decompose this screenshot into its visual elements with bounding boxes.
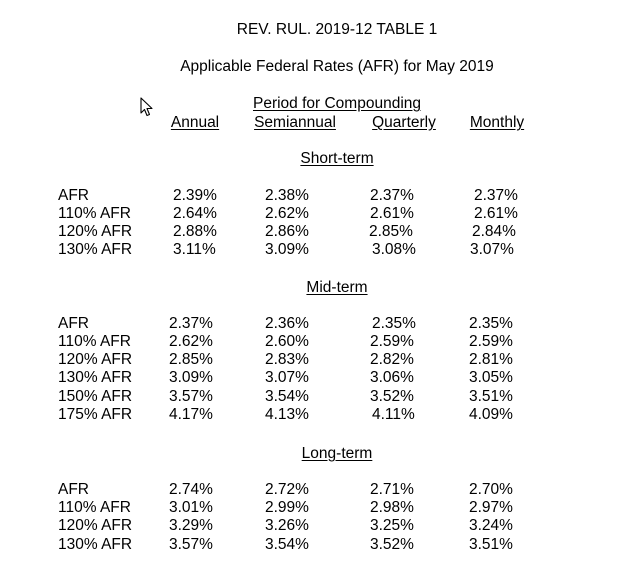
row-label: 130% AFR xyxy=(58,369,133,386)
rate-monthly: 4.09% xyxy=(469,406,513,423)
rate-monthly: 3.24% xyxy=(469,517,513,534)
row-label: 130% AFR xyxy=(58,536,133,553)
rate-monthly: 2.61% xyxy=(474,205,518,222)
rate-quarterly: 3.08% xyxy=(372,241,416,258)
table-row xyxy=(0,351,636,369)
row-label: 120% AFR xyxy=(58,351,133,368)
row-label: 120% AFR xyxy=(58,517,133,534)
table-row xyxy=(0,333,636,351)
table-row xyxy=(0,406,636,424)
rate-quarterly: 2.98% xyxy=(370,499,414,516)
rate-annual: 2.37% xyxy=(169,315,213,332)
rate-semiannual: 2.60% xyxy=(265,333,309,350)
rate-monthly: 3.05% xyxy=(469,369,513,386)
column-header-semiannual: Semiannual xyxy=(254,114,336,131)
rate-quarterly: 2.61% xyxy=(370,205,414,222)
rate-annual: 3.57% xyxy=(169,388,213,405)
rate-monthly: 3.51% xyxy=(469,536,513,553)
rate-monthly: 2.37% xyxy=(474,187,518,204)
section-heading-long-term: Long-term xyxy=(301,445,373,462)
rate-monthly: 2.97% xyxy=(469,499,513,516)
row-label: AFR xyxy=(58,481,89,498)
rate-annual: 3.57% xyxy=(169,536,213,553)
rate-quarterly: 2.37% xyxy=(370,187,414,204)
row-label: AFR xyxy=(58,187,89,204)
table-row xyxy=(0,315,636,333)
rate-quarterly: 3.52% xyxy=(370,536,414,553)
column-header-annual: Annual xyxy=(170,114,220,131)
table-row xyxy=(0,187,636,205)
table-row xyxy=(0,205,636,223)
rate-annual: 2.64% xyxy=(173,205,217,222)
row-label: 110% AFR xyxy=(58,499,131,516)
table-row xyxy=(0,223,636,241)
row-label: 110% AFR xyxy=(58,333,131,350)
rate-quarterly: 2.35% xyxy=(372,315,416,332)
rate-annual: 2.39% xyxy=(173,187,217,204)
row-label: 175% AFR xyxy=(58,406,133,423)
rate-monthly: 2.35% xyxy=(469,315,513,332)
table-row xyxy=(0,481,636,499)
rate-quarterly: 4.11% xyxy=(372,406,415,423)
row-label: 110% AFR xyxy=(58,205,131,222)
rate-quarterly: 2.59% xyxy=(370,333,414,350)
rate-semiannual: 2.83% xyxy=(265,351,309,368)
rate-annual: 3.29% xyxy=(169,517,213,534)
rate-semiannual: 3.54% xyxy=(265,536,309,553)
rate-semiannual: 3.09% xyxy=(265,241,309,258)
rate-monthly: 2.59% xyxy=(469,333,513,350)
section-heading-mid-term: Mid-term xyxy=(306,279,368,296)
row-label: 120% AFR xyxy=(58,223,133,240)
rate-annual: 4.17% xyxy=(169,406,213,423)
rate-semiannual: 2.36% xyxy=(265,315,309,332)
section-heading-short-term: Short-term xyxy=(300,150,374,167)
table-row xyxy=(0,536,636,554)
rate-annual: 2.88% xyxy=(173,223,217,240)
row-label: AFR xyxy=(58,315,89,332)
rate-semiannual: 2.38% xyxy=(265,187,309,204)
table-row xyxy=(0,517,636,535)
rate-quarterly: 3.06% xyxy=(370,369,414,386)
table-row xyxy=(0,369,636,387)
rate-annual: 2.85% xyxy=(169,351,213,368)
rate-semiannual: 2.62% xyxy=(265,205,309,222)
mouse-pointer-icon xyxy=(140,97,154,117)
rate-annual: 2.74% xyxy=(169,481,213,498)
rate-quarterly: 2.71% xyxy=(370,481,414,498)
rate-monthly: 3.07% xyxy=(470,241,514,258)
rate-quarterly: 2.85% xyxy=(369,223,413,240)
row-label: 130% AFR xyxy=(58,241,133,258)
rate-semiannual: 3.54% xyxy=(265,388,309,405)
period-header: Period for Compounding xyxy=(252,95,422,112)
rate-semiannual: 2.72% xyxy=(265,481,309,498)
rate-semiannual: 3.26% xyxy=(265,517,309,534)
rate-annual: 2.62% xyxy=(169,333,213,350)
rate-quarterly: 3.25% xyxy=(370,517,414,534)
rate-quarterly: 2.82% xyxy=(370,351,414,368)
rate-monthly: 2.70% xyxy=(469,481,513,498)
rate-semiannual: 2.99% xyxy=(265,499,309,516)
table-row xyxy=(0,241,636,259)
column-header-quarterly: Quarterly xyxy=(372,114,436,131)
document-title: REV. RUL. 2019-12 TABLE 1 xyxy=(236,21,438,38)
rate-quarterly: 3.52% xyxy=(370,388,414,405)
document-subtitle: Applicable Federal Rates (AFR) for May 2019 xyxy=(180,58,494,75)
table-row xyxy=(0,388,636,406)
rate-semiannual: 4.13% xyxy=(265,406,309,423)
rate-annual: 3.01% xyxy=(169,499,213,516)
rate-monthly: 3.51% xyxy=(469,388,513,405)
table-row xyxy=(0,499,636,517)
rate-semiannual: 3.07% xyxy=(265,369,309,386)
rate-annual: 3.09% xyxy=(169,369,213,386)
rate-annual: 3.11% xyxy=(173,241,216,258)
column-header-monthly: Monthly xyxy=(469,114,525,131)
row-label: 150% AFR xyxy=(58,388,133,405)
rate-monthly: 2.84% xyxy=(472,223,516,240)
rate-monthly: 2.81% xyxy=(469,351,513,368)
rate-semiannual: 2.86% xyxy=(265,223,309,240)
